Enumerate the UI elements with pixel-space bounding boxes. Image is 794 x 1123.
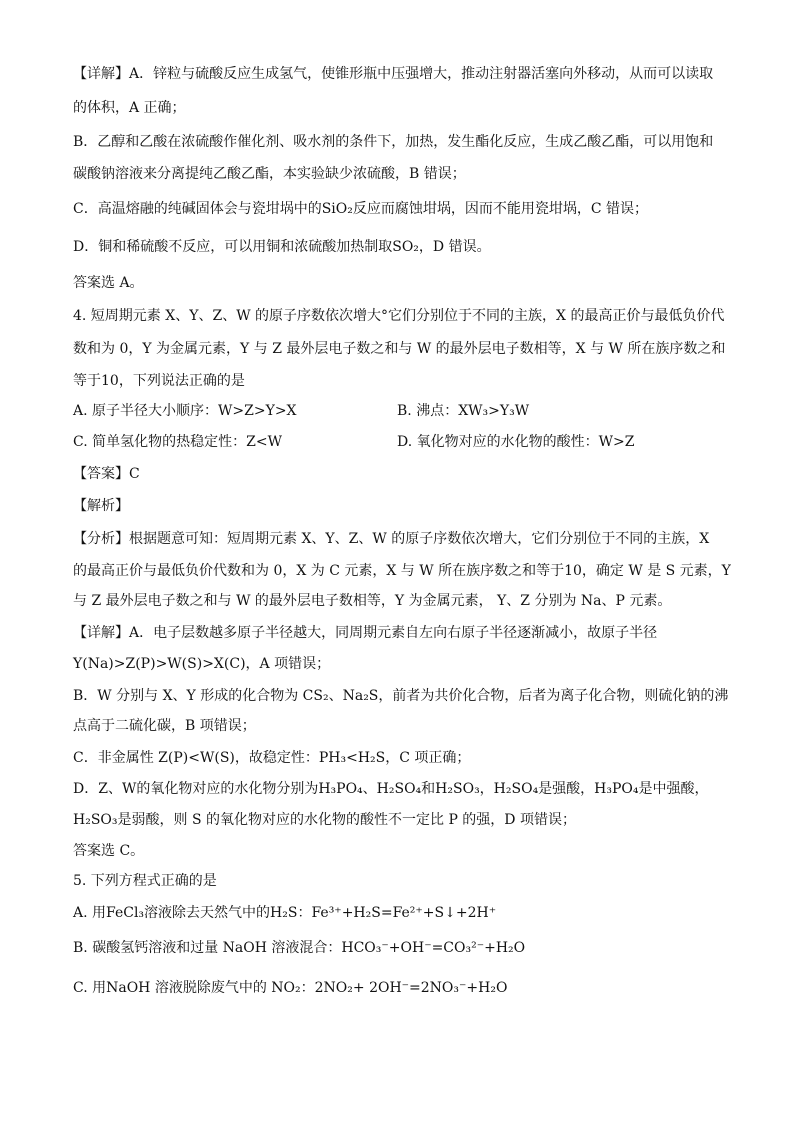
q4-detail-a-line2: Y(Na)>Z(P)>W(S)>X(C)，A 项错误； [73,656,331,672]
q3-detail-b-line1: B．乙醇和乙酸在浓硫酸作催化剂、吸水剂的条件下，加热，发生酯化反应，生成乙酸乙酯，可以用饱和 [73,134,714,150]
q3-answer: 答案选 A。 [73,275,144,291]
q5-option-b: B. 碳酸氢钙溶液和过量 NaOH 溶液混合：HCO₃⁻+OH⁻=CO₃²⁻+H₂O [73,940,526,956]
q4-stem-line2: 数和为 0，Y 为金属元素，Y 与 Z 最外层电子数之和与 W 的最外层电子数相等，X 与 W 所在族序数之和 [73,341,726,357]
q4-analysis-line1: 【分析】根据题意可知：短周期元素 X、Y、Z、W 的原子序数依次增大，它们分别位于不同的主族，X [73,531,710,547]
q4-detail-b-line2: 点高于二硫化碳，B 项错误； [73,718,256,734]
q4-stem-line3: 等于10，下列说法正确的是 [73,373,245,389]
q3-detail-a-line2: 的体积，A 正确； [73,100,186,116]
q4-detail-d-line1: D．Z、W的氧化物对应的水化物分别为H₃PO₄、H₂SO₄和H₂SO₃，H₂SO₄是强酸，H₃PO₄是中强酸， [73,781,709,797]
q4-stem-line1: 4. 短周期元素 X、Y、Z、W 的原子序数依次增大°它们分别位于不同的主族，X 的最高正价与最低负价代 [73,308,725,324]
q3-detail-c-line: C．高温熔融的纯碱固体会与瓷坩埚中的SiO₂反应而腐蚀坩埚，因而不能用瓷坩埚，C 错误； [73,201,649,217]
q5-stem: 5. 下列方程式正确的是 [73,873,217,889]
q5-option-a: A. 用FeCl₃溶液除去天然气中的H₂S：Fe³⁺+H₂S=Fe²⁺+S↓+2H⁺ [73,905,497,921]
q4-detail-c: C．非金属性 Z(P)<W(S)，故稳定性：PH₃<H₂S，C 项正确； [73,750,471,766]
q4-detail-d-line2: H₂SO₃是弱酸，则 S 的氧化物对应的水化物的酸性不一定比 P 的强，D 项错误； [73,812,576,828]
q4-option-a: A. 原子半径大小顺序：W>Z>Y>X [73,403,297,419]
q3-detail-a-line1: 【详解】A．锌粒与硫酸反应生成氢气，使锥形瓶中压强增大，推动注射器活塞向外移动，从而可以读取 [73,66,714,82]
q4-answer-label: 【答案】C [73,466,140,482]
q4-analysis-line3: 与 Z 最外层电子数之和与 W 的最外层电子数相等，Y 为金属元素， Y、Z 分别为 Na、P 元素。 [73,593,672,609]
q4-detail-b-line1: B．W 分别与 X、Y 形成的化合物为 CS₂、Na₂S，前者为共价化合物，后者为离子化合物，则硫化钠的沸 [73,688,729,704]
q4-detail-a-line1: 【详解】A．电子层数越多原子半径越大，同周期元素自左向右原子半径逐渐减小，故原子半径 [73,625,658,641]
q4-option-d: D. 氧化物对应的水化物的酸性：W>Z [397,434,635,450]
q3-detail-d-line: D．铜和稀硫酸不反应，可以用铜和浓硫酸加热制取SO₂，D 错误。 [73,239,491,255]
q5-option-c: C. 用NaOH 溶液脱除废气中的 NO₂：2NO₂+ 2OH⁻=2NO₃⁻+H₂O [73,980,508,996]
q4-analysis-label: 【解析】 [73,498,129,514]
q4-option-c: C. 简单氢化物的热稳定性：Z<W [73,434,282,450]
q3-detail-b-line2: 碳酸钠溶液来分离提纯乙酸乙酯，本实验缺少浓硫酸，B 错误； [73,166,466,182]
q4-analysis-line2: 的最高正价与最低负价代数和为 0，X 为 C 元素，X 与 W 所在族序数之和等于10，确定 W 是 S 元素，Y [73,563,731,579]
q4-answer: 答案选 C。 [73,843,145,859]
q4-option-b: B. 沸点：XW₃>Y₃W [397,403,530,419]
